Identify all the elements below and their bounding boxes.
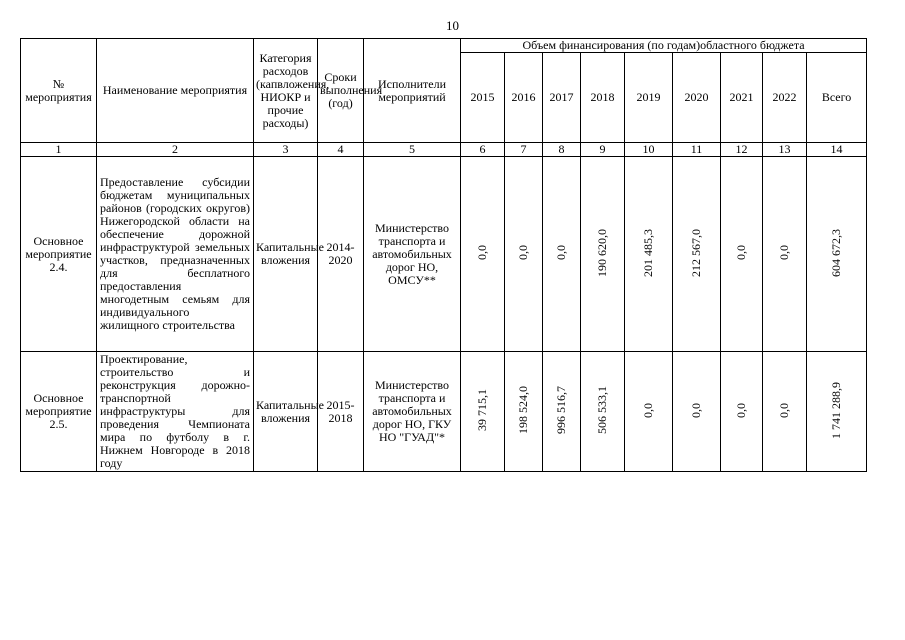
value-cell <box>543 352 581 472</box>
value-cell <box>625 352 673 472</box>
row-executors: Министерство транспорта и автомобильных дорог НО, ОМСУ** <box>364 157 461 352</box>
header-row-1 <box>21 39 867 53</box>
value-total: 604 672,3 <box>829 228 844 277</box>
column-number: 4 <box>318 143 364 157</box>
column-number-row <box>21 143 867 157</box>
value-2017: 996 516,7 <box>554 386 568 434</box>
value-2017: 0,0 <box>554 245 568 260</box>
value-cell <box>721 157 763 352</box>
value-2015: 0,0 <box>475 245 489 260</box>
value-2016: 198 524,0 <box>516 386 530 434</box>
value-2022: 0,0 <box>777 402 791 418</box>
value-2019: 0,0 <box>641 402 655 418</box>
header-num: № мероприятия <box>21 39 97 143</box>
value-total: 1 741 288,9 <box>829 381 844 439</box>
value-2022: 0,0 <box>777 245 791 260</box>
header-year: 2019 <box>625 53 673 143</box>
value-2021: 0,0 <box>734 402 748 418</box>
row-terms: 2014-2020 <box>318 157 364 352</box>
funding-table <box>20 38 867 472</box>
value-cell <box>673 352 721 472</box>
value-2016: 0,0 <box>516 245 530 260</box>
row-terms: 2015-2018 <box>318 352 364 472</box>
column-number: 13 <box>763 143 807 157</box>
header-total: Всего <box>807 53 867 143</box>
header-terms: Сроки выполнения (год) <box>318 39 364 143</box>
header-category: Категория расходов (капвложения, НИОКР и прочие расходы) <box>254 39 318 143</box>
table-row <box>21 352 867 472</box>
column-number: 3 <box>254 143 318 157</box>
header-name: Наименование мероприятия <box>97 39 254 143</box>
row-num: Основное мероприятие 2.4. <box>21 157 97 352</box>
value-cell <box>581 352 625 472</box>
value-2019: 201 485,3 <box>641 228 655 277</box>
value-2020: 0,0 <box>689 402 703 418</box>
value-cell <box>721 352 763 472</box>
column-number: 9 <box>581 143 625 157</box>
header-executors: Исполнители мероприятий <box>364 39 461 143</box>
row-name: Предоставление субсидии бюджетам муниципальных районов (городских округов) Нижегородской области на обеспечение дорожной инфраструктурой земельных участков, предназначенных для бесплатного предоставления многодетным семьям для индивидуального жилищного строительства <box>97 157 254 352</box>
value-cell <box>461 157 505 352</box>
header-year: 2018 <box>581 53 625 143</box>
row-category: Капитальные вложения <box>254 157 318 352</box>
row-executors: Министерство транспорта и автомобильных дорог НО, ГКУ НО "ГУАД"* <box>364 352 461 472</box>
header-year: 2016 <box>505 53 543 143</box>
value-2021: 0,0 <box>734 245 748 260</box>
value-2020: 212 567,0 <box>689 228 703 277</box>
value-2018: 190 620,0 <box>595 228 609 277</box>
column-number: 8 <box>543 143 581 157</box>
column-number: 12 <box>721 143 763 157</box>
value-cell <box>505 352 543 472</box>
header-year: 2022 <box>763 53 807 143</box>
row-category: Капитальные вложения <box>254 352 318 472</box>
row-name: Проектирование, строительство и реконструкция дорожно-транспортной инфраструктуры для проведения Чемпионата мира по футболу в г. Нижнем Новгороде в 2018 году <box>97 352 254 472</box>
value-cell <box>763 352 807 472</box>
header-year: 2015 <box>461 53 505 143</box>
column-number: 5 <box>364 143 461 157</box>
header-year: 2020 <box>673 53 721 143</box>
value-2018: 506 533,1 <box>595 386 609 434</box>
header-funding-group: Объем финансирования (по годам)областного бюджета <box>461 39 867 53</box>
row-num: Основное мероприятие 2.5. <box>21 352 97 472</box>
value-cell <box>505 157 543 352</box>
column-number: 11 <box>673 143 721 157</box>
column-number: 10 <box>625 143 673 157</box>
value-cell <box>581 157 625 352</box>
value-cell <box>673 157 721 352</box>
column-number: 6 <box>461 143 505 157</box>
value-cell <box>763 157 807 352</box>
column-number: 2 <box>97 143 254 157</box>
column-number: 7 <box>505 143 543 157</box>
header-year: 2017 <box>543 53 581 143</box>
value-cell <box>625 157 673 352</box>
header-year: 2021 <box>721 53 763 143</box>
value-cell <box>543 157 581 352</box>
value-2015: 39 715,1 <box>475 389 489 431</box>
value-cell <box>807 352 867 472</box>
value-cell <box>807 157 867 352</box>
value-cell <box>461 352 505 472</box>
table-row <box>21 157 867 352</box>
page-number: 10 <box>446 18 459 33</box>
column-number: 14 <box>807 143 867 157</box>
column-number: 1 <box>21 143 97 157</box>
